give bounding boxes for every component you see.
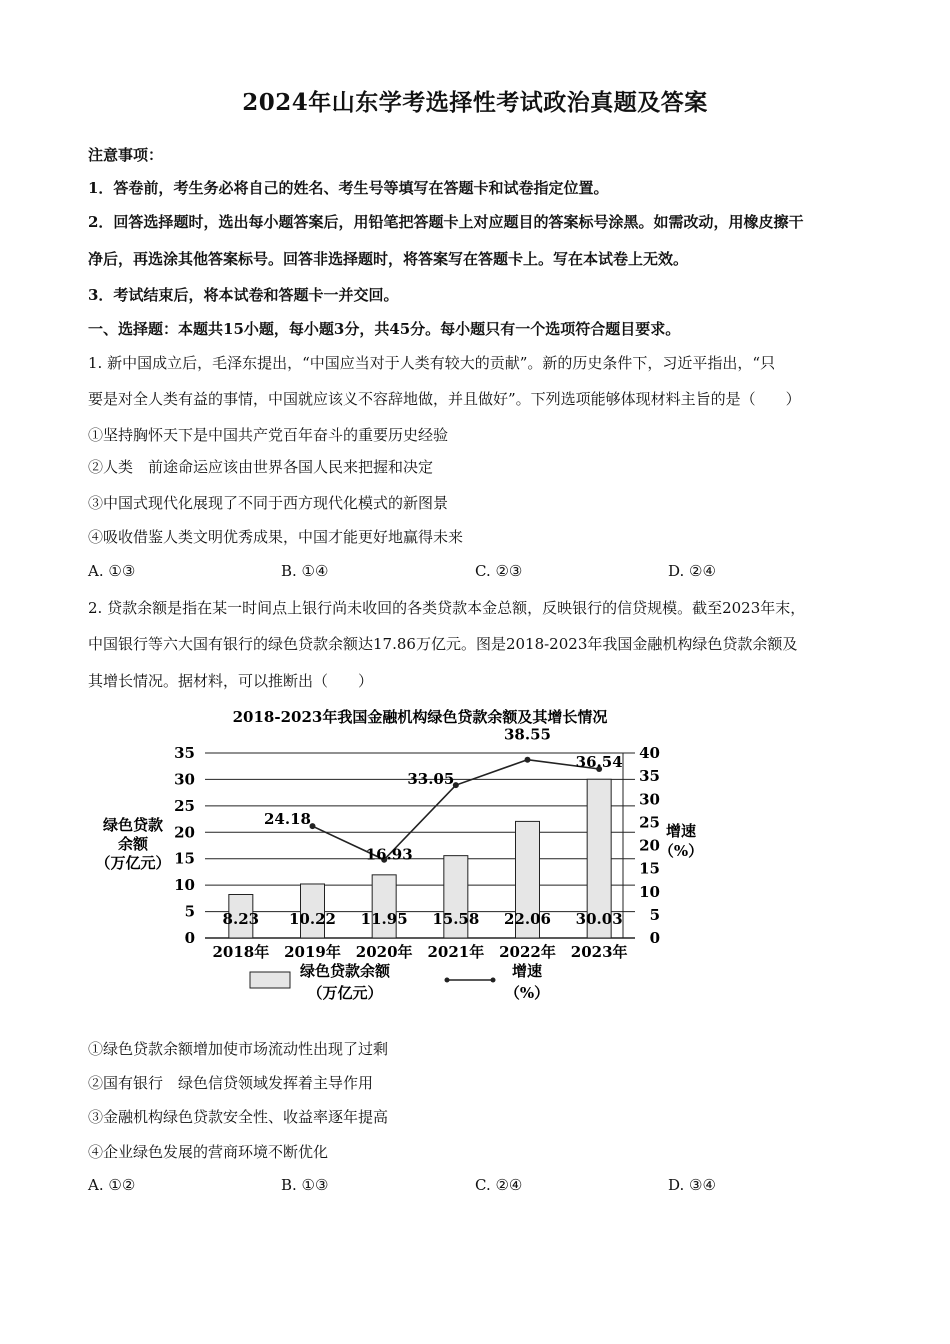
q1-statement: ④吸收借鉴人类文明优秀成果，中国才能更好地赢得未来 bbox=[88, 528, 464, 546]
bar-value-label: 11.95 bbox=[360, 910, 408, 928]
legend-line-marker bbox=[445, 978, 450, 983]
left-tick-label: 25 bbox=[174, 796, 195, 815]
q1-option-c[interactable]: C. ②③ bbox=[475, 562, 523, 580]
growth-value-label: 16.93 bbox=[365, 845, 413, 864]
growth-value-label: 36.54 bbox=[575, 753, 623, 772]
left-tick-label: 20 bbox=[174, 823, 195, 842]
notice-item: 1．答卷前，考生务必将自己的姓名、考生号等填写在答题卡和试卷指定位置。 bbox=[88, 179, 609, 197]
right-tick-label: 40 bbox=[639, 744, 660, 762]
left-tick-label: 30 bbox=[174, 770, 195, 789]
legend-line-label: 增速 bbox=[511, 962, 543, 980]
growth-point bbox=[525, 757, 531, 763]
x-tick-label: 2021年 bbox=[427, 943, 485, 961]
chart-title: 2018-2023年我国金融机构绿色贷款余额及其增长情况 bbox=[232, 708, 608, 726]
right-tick-label: 20 bbox=[639, 836, 660, 855]
notice-item: 净后，再选涂其他答案标号。回答非选择题时，将答案写在答题卡上。写在本试卷上无效。 bbox=[88, 250, 689, 268]
right-axis-label: （%） bbox=[658, 842, 704, 860]
q2-statement: ②国有银行 绿色信贷领域发挥着主导作用 bbox=[88, 1074, 374, 1092]
q2-option-b[interactable]: B. ①③ bbox=[281, 1176, 329, 1194]
legend-bar-label: （万亿元） bbox=[307, 984, 383, 1002]
q2-stem-line: 其增长情况。据材料，可以推断出（ ） bbox=[88, 672, 374, 690]
left-tick-label: 15 bbox=[174, 849, 195, 868]
q1-stem-line: 1. 新中国成立后，毛泽东提出，“中国应当对于人类有较大的贡献”。新的历史条件下，习近平指出，“只 bbox=[88, 354, 776, 372]
right-tick-label: 35 bbox=[639, 767, 660, 786]
left-tick-label: 10 bbox=[174, 876, 195, 895]
bar bbox=[372, 875, 396, 938]
bar-value-label: 22.06 bbox=[504, 910, 551, 928]
green-loan-chart bbox=[0, 700, 950, 1010]
right-tick-label: 5 bbox=[649, 905, 660, 924]
notice-item: 2．回答选择题时，选出每小题答案后，用铅笔把答题卡上对应题目的答案标号涂黑。如需改动，用橡皮擦干 bbox=[88, 213, 804, 231]
q2-stem-line: 中国银行等六大国有银行的绿色贷款余额达17.86万亿元。图是2018-2023年我国金融机构绿色贷款余额及 bbox=[88, 635, 798, 653]
left-tick-label: 0 bbox=[184, 929, 195, 947]
right-tick-label: 25 bbox=[639, 813, 660, 832]
q1-option-d[interactable]: D. ②④ bbox=[668, 562, 716, 580]
growth-value-label: 24.18 bbox=[264, 810, 311, 829]
bar-value-label: 8.23 bbox=[222, 910, 260, 928]
q2-option-c[interactable]: C. ②④ bbox=[475, 1176, 523, 1194]
growth-value-label: 33.05 bbox=[407, 770, 455, 789]
q1-statement: ①坚持胸怀天下是中国共产党百年奋斗的重要历史经验 bbox=[88, 426, 449, 444]
chart-line bbox=[264, 726, 623, 864]
growth-value-label: 38.55 bbox=[504, 725, 551, 744]
growth-line bbox=[313, 760, 600, 860]
q1-option-a[interactable]: A. ①③ bbox=[88, 562, 136, 580]
bar-value-label: 15.58 bbox=[432, 910, 480, 928]
q2-statement: ④企业绿色发展的营商环境不断优化 bbox=[88, 1143, 329, 1161]
left-axis-label: 绿色贷款 bbox=[102, 816, 164, 834]
bar-value-label: 10.22 bbox=[289, 910, 336, 928]
x-tick-label: 2020年 bbox=[355, 943, 413, 961]
x-tick-label: 2023年 bbox=[570, 943, 628, 961]
bar-value-label: 30.03 bbox=[575, 910, 623, 928]
page-title: 2024年山东学考选择性考试政治真题及答案 bbox=[242, 89, 708, 116]
left-axis-label: （万亿元） bbox=[95, 854, 171, 872]
q2-statement: ①绿色贷款余额增加使市场流动性出现了过剩 bbox=[88, 1040, 389, 1058]
x-tick-label: 2018年 bbox=[212, 943, 270, 961]
right-tick-label: 15 bbox=[639, 859, 660, 878]
q2-statement: ③金融机构绿色贷款安全性、收益率逐年提高 bbox=[88, 1108, 389, 1126]
q2-stem-line: 2. 贷款余额是指在某一时间点上银行尚未收回的各类贷款本金总额，反映银行的信贷规模。截至2023年末， bbox=[88, 599, 806, 617]
x-tick-label: 2022年 bbox=[499, 943, 556, 961]
left-axis-label: 余额 bbox=[117, 835, 149, 853]
left-tick-label: 35 bbox=[174, 744, 195, 762]
notice-item: 3．考试结束后，将本试卷和答题卡一并交回。 bbox=[88, 286, 399, 304]
legend-bar-label: 绿色贷款余额 bbox=[299, 962, 391, 980]
left-tick-label: 5 bbox=[184, 902, 195, 921]
section-heading: 一、选择题：本题共15小题，每小题3分，共45分。每小题只有一个选项符合题目要求。 bbox=[88, 320, 681, 338]
notice-heading: 注意事项： bbox=[88, 146, 164, 164]
q2-option-d[interactable]: D. ③④ bbox=[668, 1176, 716, 1194]
legend-line-label: （%） bbox=[504, 984, 550, 1002]
q2-option-a[interactable]: A. ①② bbox=[88, 1176, 136, 1194]
right-tick-label: 10 bbox=[639, 882, 660, 901]
legend-bar-swatch bbox=[250, 972, 290, 988]
q1-stem-line: 要是对全人类有益的事情，中国就应该义不容辞地做，并且做好”。下列选项能够体现材料主旨的是（ ） bbox=[88, 390, 801, 408]
q1-statement: ③中国式现代化展现了不同于西方现代化模式的新图景 bbox=[88, 494, 449, 512]
q1-option-b[interactable]: B. ①④ bbox=[281, 562, 329, 580]
right-axis-label: 增速 bbox=[665, 822, 697, 840]
x-tick-label: 2019年 bbox=[284, 943, 341, 961]
right-tick-label: 30 bbox=[639, 790, 660, 809]
legend-line-marker bbox=[491, 978, 496, 983]
q1-statement: ②人类 前途命运应该由世界各国人民来把握和决定 bbox=[88, 458, 434, 476]
right-tick-label: 0 bbox=[649, 929, 660, 947]
